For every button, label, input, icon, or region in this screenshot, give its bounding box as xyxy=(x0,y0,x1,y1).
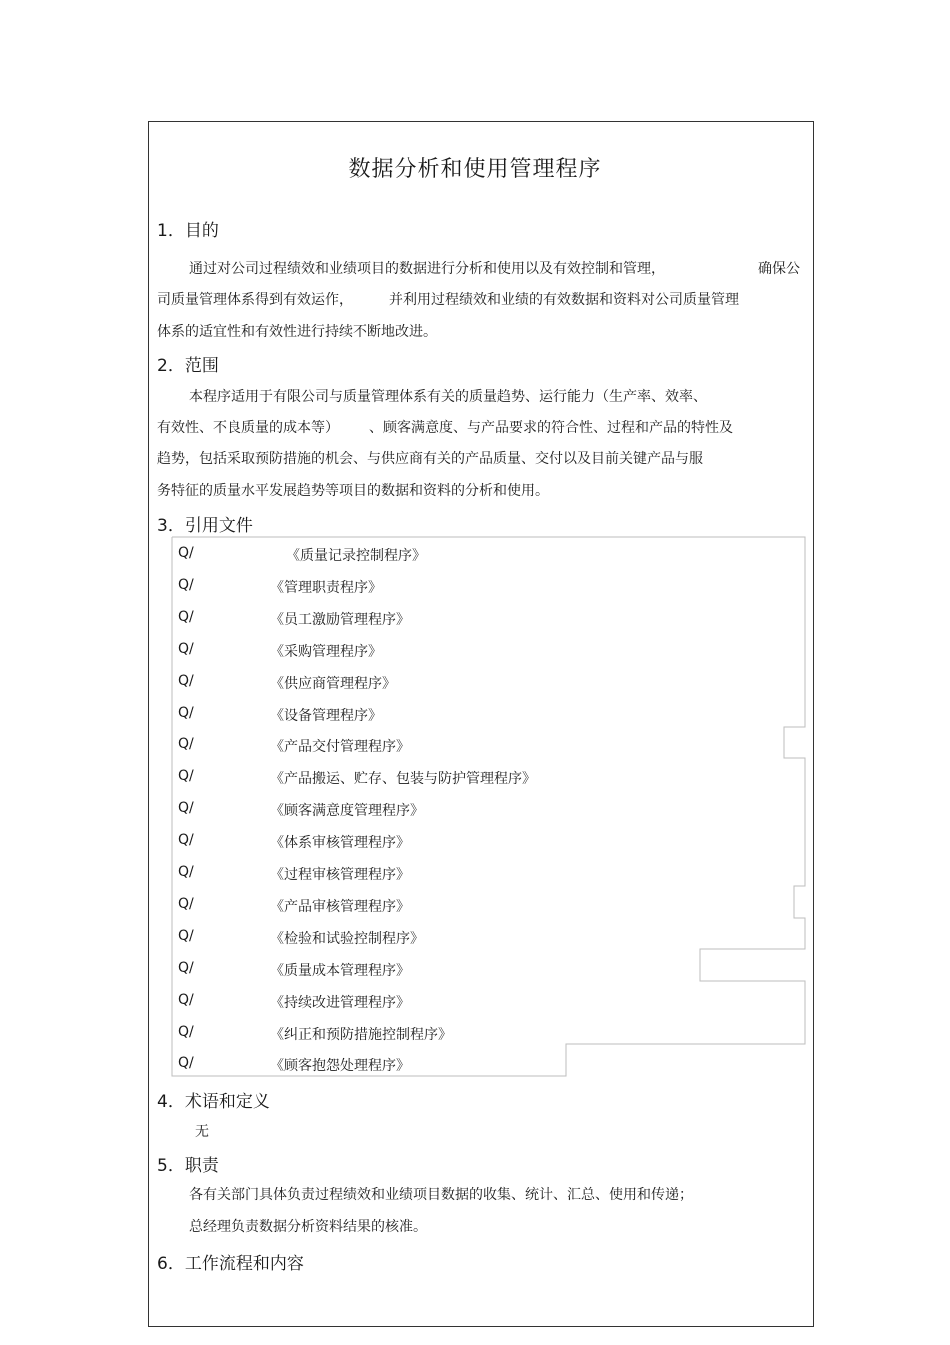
section-5-line-2: 总经理负责数据分析资料结果的核准。 xyxy=(189,1219,427,1235)
reference-code: Q/ xyxy=(178,832,194,848)
reference-code: Q/ xyxy=(178,673,194,689)
section-4-heading: 4．术语和定义 xyxy=(157,1092,270,1112)
reference-code: Q/ xyxy=(178,609,194,625)
reference-title: 《产品交付管理程序》 xyxy=(270,739,410,755)
reference-code: Q/ xyxy=(178,896,194,912)
reference-title: 《持续改进管理程序》 xyxy=(270,995,410,1011)
section-4-text: 无 xyxy=(195,1124,209,1140)
reference-code: Q/ xyxy=(178,800,194,816)
section-3-heading: 3．引用文件 xyxy=(157,516,253,536)
section-2-heading: 2．范围 xyxy=(157,356,219,376)
section-1-line-3: 体系的适宜性和有效性进行持续不断地改进。 xyxy=(157,324,437,340)
reference-title: 《管理职责程序》 xyxy=(270,580,382,596)
reference-code: Q/ xyxy=(178,641,194,657)
reference-title: 《体系审核管理程序》 xyxy=(270,835,410,851)
reference-title: 《顾客满意度管理程序》 xyxy=(270,803,424,819)
section-2-line-1: 本程序适用于有限公司与质量管理体系有关的质量趋势、运行能力（生产率、效率、 xyxy=(189,389,707,405)
section-1-line-1: 通过对公司过程绩效和业绩项目的数据进行分析和使用以及有效控制和管理， xyxy=(189,261,665,277)
section-2-line-3: 趋势，包括采取预防措施的机会、与供应商有关的产品质量、交付以及目前关键产品与服 xyxy=(157,451,703,467)
reference-code: Q/ xyxy=(178,768,194,784)
reference-code: Q/ xyxy=(178,864,194,880)
reference-code: Q/ xyxy=(178,705,194,721)
section-1-line-2b: 并利用过程绩效和业绩的有效数据和资料对公司质量管理 xyxy=(389,292,739,308)
reference-title: 《供应商管理程序》 xyxy=(270,676,396,692)
reference-code: Q/ xyxy=(178,960,194,976)
reference-code: Q/ xyxy=(178,928,194,944)
reference-title: 《质量成本管理程序》 xyxy=(270,963,410,979)
page-title: 数据分析和使用管理程序 xyxy=(348,157,602,182)
section-5-heading: 5．职责 xyxy=(157,1156,219,1176)
section-1-heading: 1．目的 xyxy=(157,221,219,241)
reference-title: 《设备管理程序》 xyxy=(270,708,382,724)
reference-title: 《员工激励管理程序》 xyxy=(270,612,410,628)
reference-title: 《质量记录控制程序》 xyxy=(286,548,426,564)
section-1-line-2a: 司质量管理体系得到有效运作， xyxy=(157,292,353,308)
reference-title: 《产品审核管理程序》 xyxy=(270,899,410,915)
section-6-heading: 6．工作流程和内容 xyxy=(157,1254,304,1274)
section-5-line-1: 各有关部门具体负责过程绩效和业绩项目数据的收集、统计、汇总、使用和传递； xyxy=(189,1187,693,1203)
reference-code: Q/ xyxy=(178,736,194,752)
reference-code: Q/ xyxy=(178,992,194,1008)
reference-code: Q/ xyxy=(178,577,194,593)
section-2-line-2b: 、顾客满意度、与产品要求的符合性、过程和产品的特性及 xyxy=(369,420,733,436)
reference-title: 《过程审核管理程序》 xyxy=(270,867,410,883)
section-2-line-4: 务特征的质量水平发展趋势等项目的数据和资料的分析和使用。 xyxy=(157,483,549,499)
section-2-line-2a: 有效性、不良质量的成本等） xyxy=(157,420,339,436)
reference-code: Q/ xyxy=(178,1024,194,1040)
reference-code: Q/ xyxy=(178,545,194,561)
reference-title: 《顾客抱怨处理程序》 xyxy=(270,1058,410,1074)
reference-code: Q/ xyxy=(178,1055,194,1071)
reference-title: 《纠正和预防措施控制程序》 xyxy=(270,1027,452,1043)
reference-title: 《产品搬运、贮存、包装与防护管理程序》 xyxy=(270,771,536,787)
reference-title: 《检验和试验控制程序》 xyxy=(270,931,424,947)
reference-title: 《采购管理程序》 xyxy=(270,644,382,660)
section-1-line-1b: 确保公 xyxy=(758,261,800,277)
